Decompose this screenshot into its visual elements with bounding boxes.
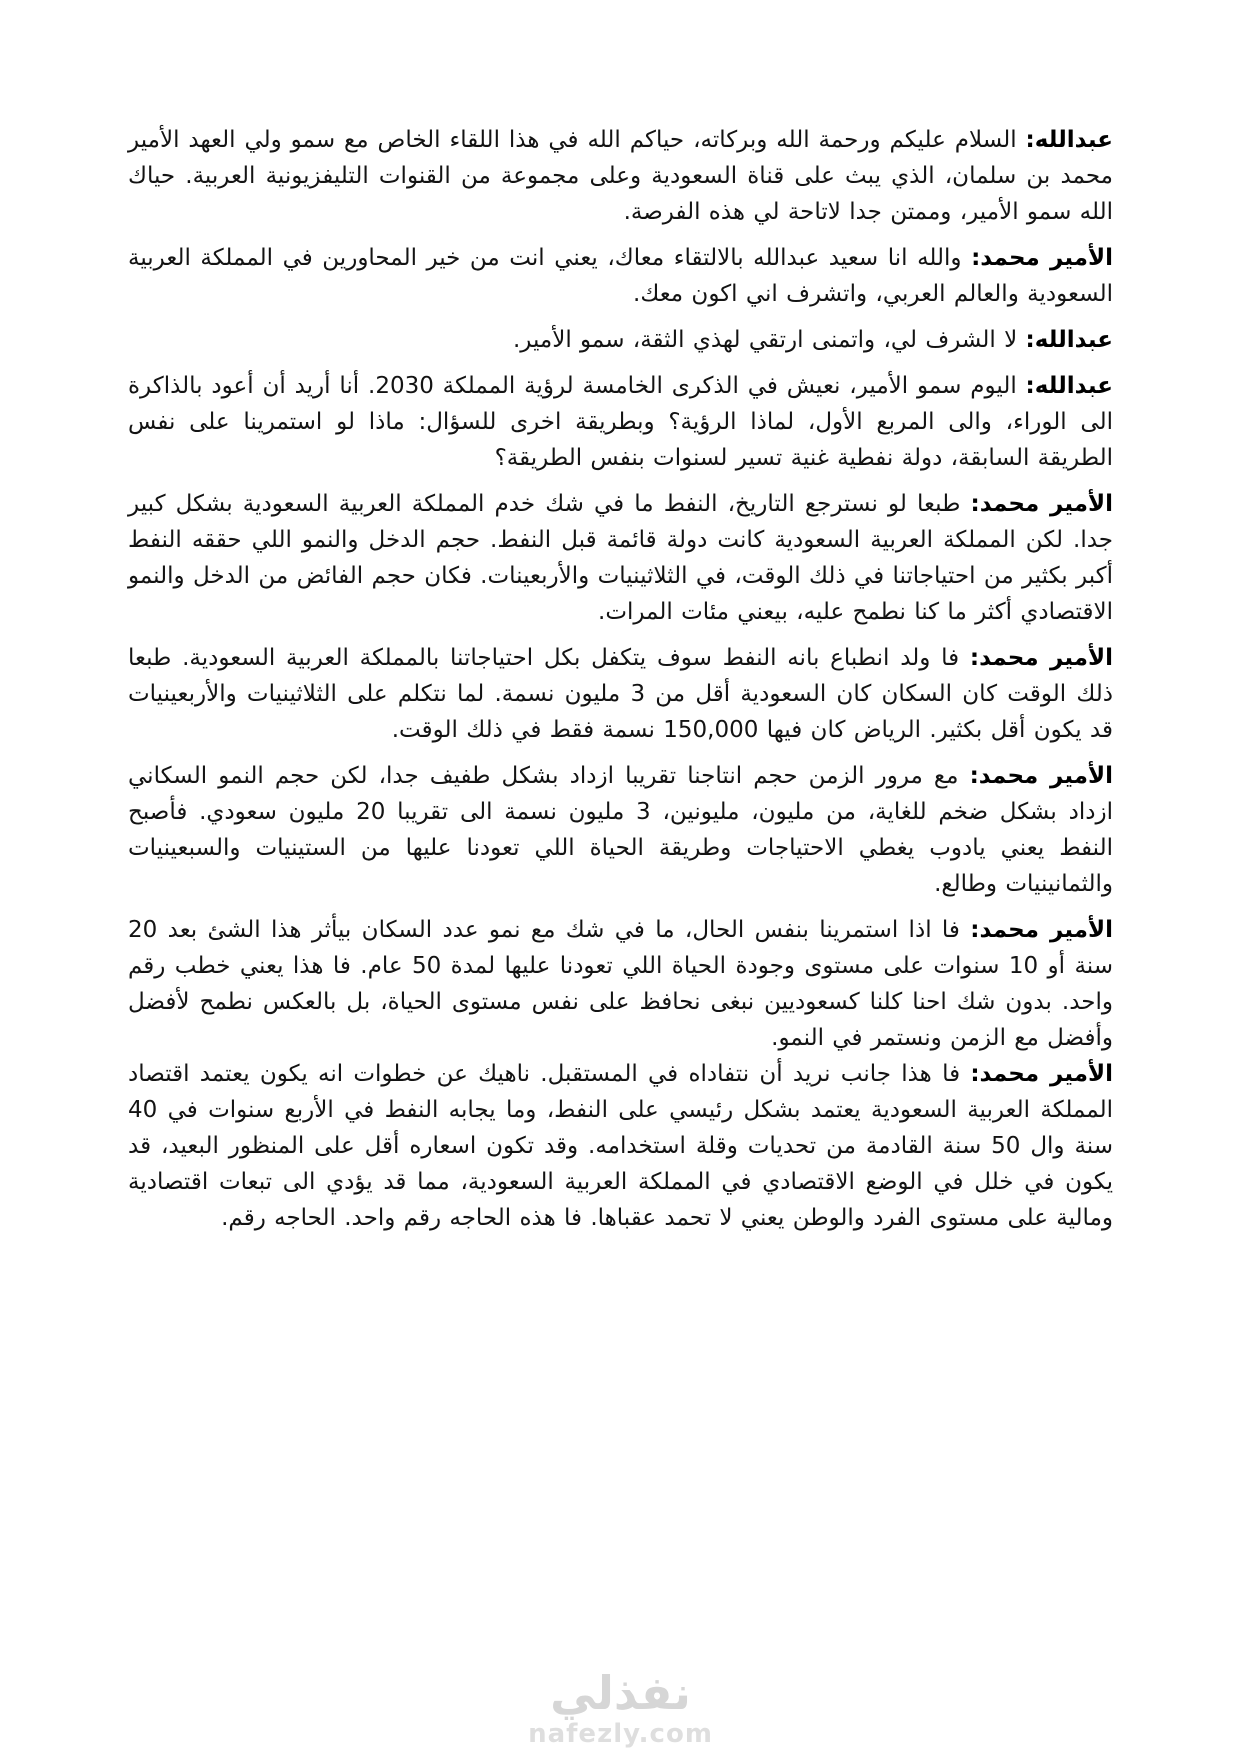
paragraph-text: فا ولد انطباع بانه النفط سوف يتكفل بكل احتياجاتنا بالمملكة العربية السعودية. طبعا ذلك الوقت كان السكان كان السعودية أقل من 3 مليون نسمة. لما نتكلم على الثلاثينيات والأربعينيات قد يكون أقل بكثير. الرياض كان فيها 150,000 نسمة فقط في ذلك الوقت. [128,645,1113,743]
transcript-paragraph [128,486,1113,630]
paragraph-text: فا اذا استمرينا بنفس الحال، ما في شك مع نمو عدد السكان بيأثر هذا الشئ بعد 20 سنة أو 10 سنوات على مستوى وجودة الحياة اللي تعودنا عليها لمدة 50 عام. فا هذا يعني خطب رقم واحد. بدون شك احنا كلنا كسعوديين نبغى نحافظ على نفس مستوى الحياة، بل بالعكس نطمح لأفضل وأفضل مع الزمن ونستمر في النمو. [128,917,1113,1051]
nafezly-logo: نفذلي [550,1666,691,1720]
interview-transcript [128,122,1113,1246]
paragraph-text: اليوم سمو الأمير، نعيش في الذكرى الخامسة لرؤية المملكة 2030. أنا أريد أن أعود بالذاكرة الى الوراء، والى المربع الأول، لماذا الرؤية؟ وبطريقة اخرى للسؤال: ماذا لو استمرينا على نفس الطريقة السابقة، دولة نفطية غنية تسير لسنوات بنفس الطريقة؟ [128,373,1113,471]
paragraph-text: السلام عليكم ورحمة الله وبركاته، حياكم الله في هذا اللقاء الخاص مع سمو ولي العهد الأمير محمد بن سلمان، الذي يبث على قناة السعودية وعلى مجموعة من القنوات التليفزيونية العربية. حياك الله سمو الأمير، وممتن جدا لاتاحة لي هذه الفرصة. [128,127,1113,225]
transcript-paragraph [128,322,1113,358]
transcript-paragraph [128,1056,1113,1236]
paragraph-text: طبعا لو نسترجع التاريخ، النفط ما في شك خدم المملكة العربية السعودية بشكل كبير جدا. لكن المملكة العربية السعودية كانت دولة قائمة قبل النفط. حجم الدخل والنمو اللي حققه النفط أكبر بكثير من احتياجاتنا في ذلك الوقت، في الثلاثينيات والأربعينات. فكان حجم الفائض من الدخل والنمو الاقتصادي أكثر ما كنا نطمح عليه، بيعني مئات المرات. [128,491,1113,625]
speaker-name: عبدالله: [1025,327,1113,353]
speaker-name: الأمير محمد: [971,245,1113,271]
paragraph-text: فا هذا جانب نريد أن نتفاداه في المستقبل. ناهيك عن خطوات انه يكون يعتمد اقتصاد المملكة العربية السعودية يعتمد بشكل رئيسي على النفط، وما يجابه النفط في الأربع سنوات في 40 سنة وال 50 سنة القادمة من تحديات وقلة استخدامه. وقد تكون اسعاره أقل على المنظور البعيد، قد يكون في خلل في الوضع الاقتصادي في المملكة العربية السعودية، مما قد يؤدي الى تبعات اقتصادية ومالية على مستوى الفرد والوطن يعني لا تحمد عقباها. فا هذه الحاجه رقم واحد. الحاجه رقم. [128,1061,1113,1231]
speaker-name: الأمير محمد: [970,917,1113,943]
speaker-name: الأمير محمد: [969,763,1113,789]
paragraph-text: والله انا سعيد عبدالله بالالتقاء معاك، يعني انت من خير المحاورين في المملكة العربية السعودية والعالم العربي، واتشرف اني اكون معك. [128,245,1113,307]
paragraph-text: مع مرور الزمن حجم انتاجنا تقريبا ازداد بشكل طفيف جدا، لكن حجم النمو السكاني ازداد بشكل ضخم للغاية، من مليون، مليونين، 3 مليون نسمة الى تقريبا 20 مليون سعودي. فأصبح النفط يعني يادوب يغطي الاحتياجات وطريقة الحياة اللي تعودنا عليها من الستينيات والسبعينيات والثمانينيات وطالع. [128,763,1113,897]
transcript-paragraph [128,368,1113,476]
speaker-name: عبدالله: [1025,373,1113,399]
speaker-name: عبدالله: [1025,127,1113,153]
transcript-paragraph [128,240,1113,312]
paragraph-text: لا الشرف لي، واتمنى ارتقي لهذي الثقة، سمو الأمير. [512,327,1018,353]
nafezly-domain-text: nafezly.com [528,1719,713,1749]
transcript-paragraph [128,912,1113,1056]
speaker-name: الأمير محمد: [970,491,1113,517]
speaker-name: الأمير محمد: [969,645,1113,671]
speaker-name: الأمير محمد: [970,1061,1113,1087]
watermark [0,1668,1241,1748]
transcript-paragraph [128,122,1113,230]
transcript-paragraph [128,758,1113,902]
transcript-paragraph [128,640,1113,748]
